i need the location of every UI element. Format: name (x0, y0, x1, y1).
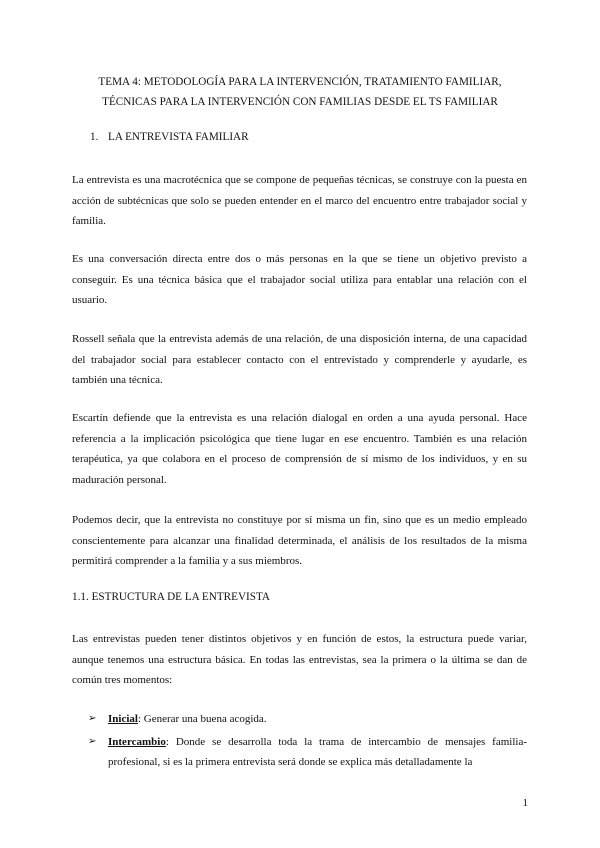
paragraph: La entrevista es una macrotécnica que se compone de pequeñas técnicas, se construye con la puesta en acción de subtécnicas que solo se pueden entender en el marco del encuentro entre trabajador social y familia. (72, 174, 527, 227)
section-heading-text: LA ENTREVISTA FAMILIAR (108, 131, 249, 143)
arrow-bullet-icon: ➢ (88, 735, 97, 747)
bullet-text: : Donde se desarrolla toda la trama de intercambio de mensajes familia-profesional, si es la primera entrevista será donde se explica más detalladamente la (108, 735, 527, 768)
bullet-text: : Generar una buena acogida. (137, 713, 267, 725)
paragraph: Escartín defiende que la entrevista es una relación dialogal en orden a una ayuda personal. Hace referencia a la implicación psicológica que tiene lugar en ese encuentro. También es una relación terapéutica, ya que colabora en el proceso de comprensión de sí mismo de los individuos, y en su maduración personal. (72, 412, 527, 486)
paragraph: Rossell señala que la entrevista además de una relación, de una disposición interna, de una capacidad del trabajador social para establecer contacto con el entrevistado y comprenderle y ayudarle, es también una técnica. (72, 333, 527, 386)
bullet-list (88, 709, 527, 775)
paragraph: Es una conversación directa entre dos o más personas en la que se tiene un objetivo previsto a conseguir. Es una técnica básica que el trabajador social utiliza para entablar una relación con el usuario. (72, 253, 527, 306)
page-number: 1 (522, 797, 528, 809)
list-item (88, 732, 527, 773)
list-item (88, 709, 527, 730)
section-heading (90, 131, 249, 143)
title-line-1: TEMA 4: METODOLOGÍA PARA LA INTERVENCIÓN, TRATAMIENTO FAMILIAR, (98, 76, 502, 88)
section-number: 1. (90, 131, 99, 143)
arrow-bullet-icon: ➢ (88, 713, 97, 724)
paragraph: Las entrevistas pueden tener distintos objetivos y en función de estos, la estructura puede variar, aunque tenemos una estructura básica. En todas las entrevistas, sea la primera o la última se dan de común tres momentos: (72, 633, 527, 686)
bullet-term: Intercambio (108, 735, 166, 748)
subsection-heading: 1.1. ESTRUCTURA DE LA ENTREVISTA (72, 591, 270, 603)
document-title (72, 72, 528, 112)
bullet-term: Inicial (108, 713, 138, 725)
title-line-2: TÉCNICAS PARA LA INTERVENCIÓN CON FAMILIAS DESDE EL TS FAMILIAR (102, 96, 498, 108)
paragraph: Podemos decir, que la entrevista no constituye por sí misma un fin, sino que es un medio empleado conscientemente para alcanzar una finalidad determinada, el análisis de los resultados de la misma permitirá comprender a la familia y a sus miembros. (72, 514, 527, 567)
